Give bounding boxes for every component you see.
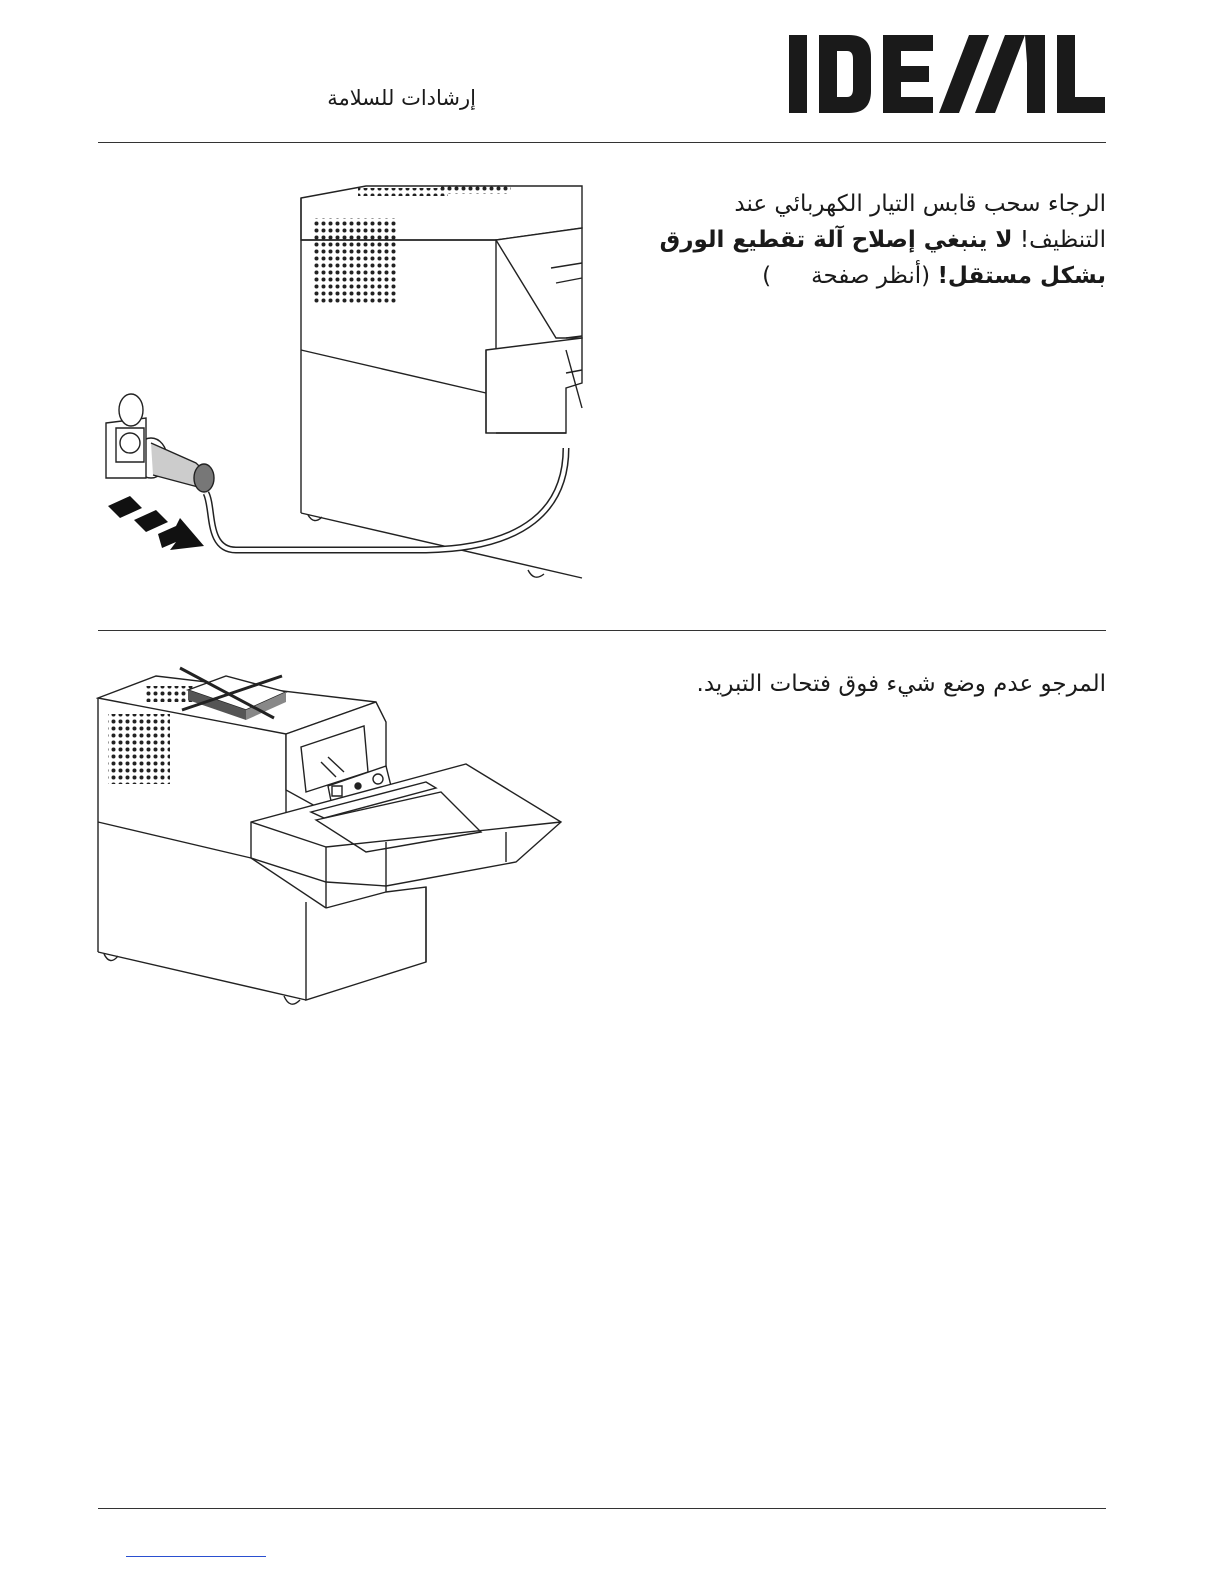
footer-divider xyxy=(98,1508,1106,1509)
header-divider xyxy=(98,142,1106,143)
page-title: إرشادات للسلامة xyxy=(327,86,476,110)
unplug-line-3-bold: بشكل مستقل! xyxy=(937,263,1106,289)
vent-warning: المرجو عدم وضع شيء فوق فتحات التبريد. xyxy=(696,671,1106,697)
footer-link-underline[interactable] xyxy=(126,1556,266,1557)
page-ref-close: ) xyxy=(762,263,772,289)
unplug-warning xyxy=(620,186,1106,294)
unplug-line-2-bold: لا ينبغي إصلاح آلة تقطيع الورق xyxy=(659,227,1013,253)
ideal-logo xyxy=(787,33,1107,115)
unplug-line-2 xyxy=(620,222,1106,258)
unplug-illustration xyxy=(96,178,584,588)
page-ref-open: (أنظر صفحة xyxy=(811,263,931,289)
section-divider xyxy=(98,630,1106,631)
vent-illustration xyxy=(96,662,568,1014)
unplug-line-1: الرجاء سحب قابس التيار الكهربائي عند xyxy=(734,191,1106,217)
unplug-line-3 xyxy=(620,258,1106,294)
unplug-line-2-normal: التنظيف! xyxy=(1019,227,1106,253)
